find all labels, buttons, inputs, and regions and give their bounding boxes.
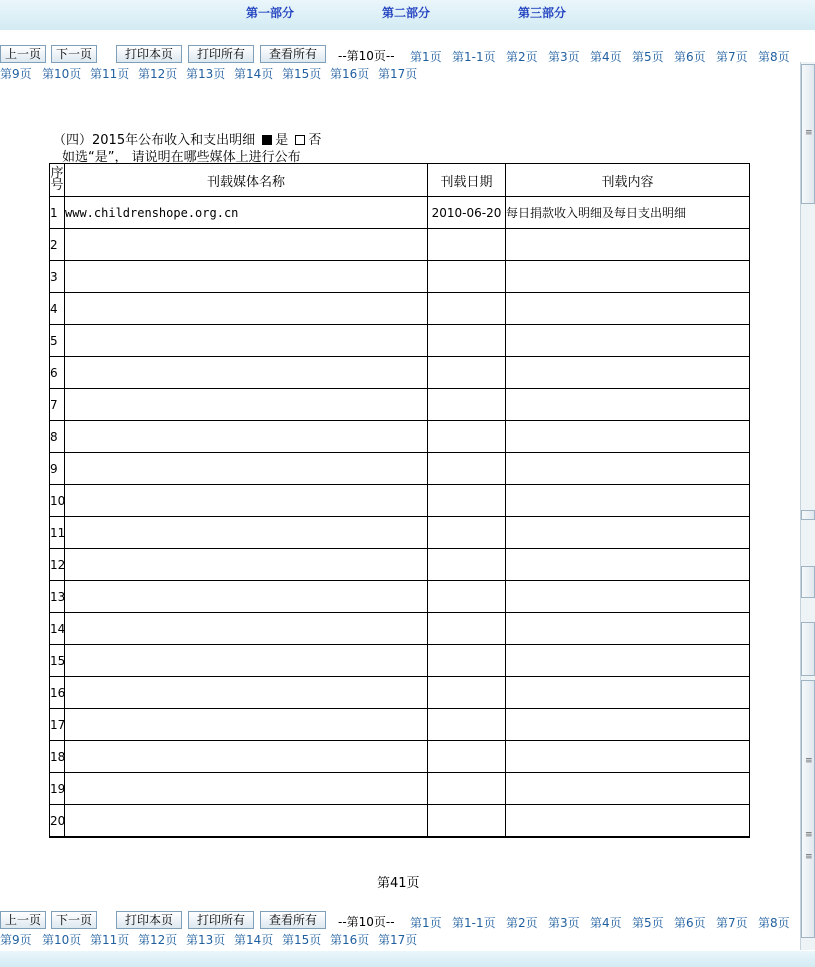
page-link[interactable]: 第2页 (506, 50, 538, 64)
publish-date-cell (428, 421, 506, 453)
vertical-scrollbar[interactable] (800, 62, 815, 950)
page-link[interactable]: 第10页 (42, 933, 82, 947)
grip-icon: ≡ (805, 756, 813, 766)
page-link[interactable]: 第10页 (42, 67, 82, 81)
table-row (50, 357, 750, 389)
page-link[interactable]: 第13页 (186, 67, 226, 81)
page-number-label: 第41页 (377, 876, 420, 891)
publish-content-cell (506, 453, 750, 485)
media-name-cell (65, 549, 428, 581)
page-link[interactable]: 第3页 (548, 916, 580, 930)
publish-date-cell (428, 677, 506, 709)
row-number: 5 (50, 325, 65, 357)
print-page-button[interactable]: 打印本页 (116, 45, 182, 63)
publish-date-cell (428, 517, 506, 549)
tab-part-2[interactable]: 第二部分 (382, 6, 431, 20)
publish-content-cell (506, 517, 750, 549)
page-link[interactable]: 第16页 (330, 67, 370, 81)
scroll-thumb[interactable] (801, 64, 815, 204)
media-name-cell (65, 261, 428, 293)
section-title-text: （四）2015年公布收入和支出明细 (53, 133, 256, 148)
media-name-cell (65, 293, 428, 325)
page-link[interactable]: 第4页 (590, 916, 622, 930)
page-link[interactable]: 第12页 (138, 67, 178, 81)
view-all-button[interactable]: 查看所有 (260, 911, 326, 929)
publish-date-cell (428, 229, 506, 261)
prev-page-button[interactable]: 上一页 (0, 911, 46, 929)
publish-date-cell (428, 741, 506, 773)
table-row (50, 421, 750, 453)
table-row (50, 229, 750, 261)
page-link[interactable]: 第9页 (0, 933, 32, 947)
publish-content-cell: 每日捐款收入明细及每日支出明细 (506, 197, 750, 229)
no-label: 否 (308, 133, 322, 148)
page-link[interactable]: 第15页 (282, 933, 322, 947)
section-note: 如选“是”， 请说明在哪些媒体上进行公布 (62, 150, 301, 165)
publish-content-cell (506, 581, 750, 613)
current-page-indicator: --第10页-- (338, 915, 395, 929)
publish-date-cell (428, 485, 506, 517)
media-name-cell: www.childrenshope.org.cn (65, 197, 428, 229)
publish-date-cell (428, 325, 506, 357)
page-link[interactable]: 第2页 (506, 916, 538, 930)
row-number: 18 (50, 741, 65, 773)
media-name-cell (65, 613, 428, 645)
no-checkbox (295, 135, 305, 145)
grip-icon: ≡ (805, 852, 813, 862)
media-name-cell (65, 229, 428, 261)
publish-content-cell (506, 549, 750, 581)
media-name-cell (65, 357, 428, 389)
page-link[interactable]: 第8页 (758, 50, 790, 64)
publish-date-cell (428, 773, 506, 805)
print-all-button[interactable]: 打印所有 (188, 45, 254, 63)
row-number: 10 (50, 485, 65, 517)
view-all-button[interactable]: 查看所有 (260, 45, 326, 63)
page-link[interactable]: 第17页 (378, 933, 418, 947)
table-row (50, 485, 750, 517)
publish-content-cell (506, 805, 750, 838)
page-link[interactable]: 第8页 (758, 916, 790, 930)
publish-content-cell (506, 709, 750, 741)
row-number: 2 (50, 229, 65, 261)
next-page-button[interactable]: 下一页 (51, 45, 97, 63)
table-row (50, 261, 750, 293)
publish-content-cell (506, 325, 750, 357)
media-name-cell (65, 389, 428, 421)
prev-page-button[interactable]: 上一页 (0, 45, 46, 63)
publish-date-cell (428, 549, 506, 581)
table-row (50, 325, 750, 357)
publish-date-cell (428, 709, 506, 741)
row-number: 3 (50, 261, 65, 293)
table-row (50, 197, 750, 229)
header-seq: 序号 (50, 164, 65, 197)
table-header-row (50, 164, 750, 197)
table-row (50, 645, 750, 677)
table-row (50, 709, 750, 741)
page-link[interactable]: 第16页 (330, 933, 370, 947)
page-link[interactable]: 第12页 (138, 933, 178, 947)
publish-content-cell (506, 485, 750, 517)
row-number: 19 (50, 773, 65, 805)
grip-icon: ≡ (805, 128, 813, 138)
page-link[interactable]: 第15页 (282, 67, 322, 81)
row-number: 6 (50, 357, 65, 389)
publish-date-cell (428, 805, 506, 838)
row-number: 20 (50, 805, 65, 838)
table-row (50, 389, 750, 421)
publish-date-cell: 2010-06-20 (428, 197, 506, 229)
publish-date-cell (428, 645, 506, 677)
next-page-button[interactable]: 下一页 (51, 911, 97, 929)
media-name-cell (65, 677, 428, 709)
row-number: 9 (50, 453, 65, 485)
table-row (50, 613, 750, 645)
bottom-strip (0, 951, 815, 967)
table-row (50, 549, 750, 581)
row-number: 8 (50, 421, 65, 453)
media-name-cell (65, 453, 428, 485)
media-name-cell (65, 805, 428, 838)
media-name-cell (65, 645, 428, 677)
page-link[interactable]: 第1页 (410, 50, 442, 64)
publish-content-cell (506, 357, 750, 389)
page-link[interactable]: 第3页 (548, 50, 580, 64)
page-link[interactable]: 第13页 (186, 933, 226, 947)
scroll-thumb[interactable] (801, 566, 815, 598)
page-link[interactable]: 第1-1页 (452, 916, 496, 930)
page-link[interactable]: 第1-1页 (452, 50, 496, 64)
table-row (50, 677, 750, 709)
media-name-cell (65, 325, 428, 357)
media-name-cell (65, 421, 428, 453)
row-number: 1 (50, 197, 65, 229)
page-link[interactable]: 第6页 (674, 50, 706, 64)
media-name-cell (65, 709, 428, 741)
tab-part-1[interactable]: 第一部分 (246, 6, 295, 20)
publish-date-cell (428, 389, 506, 421)
row-number: 17 (50, 709, 65, 741)
publish-date-cell (428, 613, 506, 645)
publish-content-cell (506, 773, 750, 805)
media-name-cell (65, 773, 428, 805)
publish-content-cell (506, 293, 750, 325)
publish-date-cell (428, 293, 506, 325)
header-date: 刊载日期 (428, 164, 506, 197)
media-name-cell (65, 581, 428, 613)
row-number: 15 (50, 645, 65, 677)
table-row (50, 581, 750, 613)
table-row (50, 293, 750, 325)
print-all-button[interactable]: 打印所有 (188, 911, 254, 929)
publish-content-cell (506, 613, 750, 645)
table-row (50, 517, 750, 549)
page-link[interactable]: 第17页 (378, 67, 418, 81)
page-link[interactable]: 第14页 (234, 67, 274, 81)
scroll-thumb[interactable] (801, 680, 815, 938)
page-link[interactable]: 第11页 (90, 67, 130, 81)
publish-content-cell (506, 389, 750, 421)
print-page-button[interactable]: 打印本页 (116, 911, 182, 929)
row-number: 12 (50, 549, 65, 581)
page-link[interactable]: 第5页 (632, 50, 664, 64)
page-link[interactable]: 第7页 (716, 50, 748, 64)
publish-content-cell (506, 421, 750, 453)
header-media: 刊载媒体名称 (65, 164, 428, 197)
publish-date-cell (428, 453, 506, 485)
page-link[interactable]: 第1页 (410, 916, 442, 930)
tab-part-3[interactable]: 第三部分 (518, 6, 567, 20)
page-link[interactable]: 第4页 (590, 50, 622, 64)
yes-label: 是 (275, 133, 289, 148)
page-link[interactable]: 第5页 (632, 916, 664, 930)
publish-content-cell (506, 229, 750, 261)
yes-checkbox (262, 135, 272, 145)
publish-content-cell (506, 741, 750, 773)
header-content: 刊载内容 (506, 164, 750, 197)
top-tab-bar (0, 0, 815, 30)
page-link[interactable]: 第7页 (716, 916, 748, 930)
publish-content-cell (506, 645, 750, 677)
scroll-thumb[interactable] (801, 622, 815, 676)
publish-date-cell (428, 261, 506, 293)
row-number: 13 (50, 581, 65, 613)
table-row (50, 741, 750, 773)
media-name-cell (65, 485, 428, 517)
page-link[interactable]: 第6页 (674, 916, 706, 930)
page-link[interactable]: 第11页 (90, 933, 130, 947)
row-number: 4 (50, 293, 65, 325)
table-row (50, 805, 750, 838)
page-link[interactable]: 第14页 (234, 933, 274, 947)
publish-date-cell (428, 581, 506, 613)
current-page-indicator: --第10页-- (338, 49, 395, 63)
media-table (49, 163, 750, 838)
publish-date-cell (428, 357, 506, 389)
publish-content-cell (506, 677, 750, 709)
row-number: 7 (50, 389, 65, 421)
table-row (50, 773, 750, 805)
row-number: 16 (50, 677, 65, 709)
scroll-thumb[interactable] (801, 510, 815, 520)
row-number: 11 (50, 517, 65, 549)
page-link[interactable]: 第9页 (0, 67, 32, 81)
grip-icon: ≡ (805, 830, 813, 840)
table-row (50, 453, 750, 485)
row-number: 14 (50, 613, 65, 645)
media-name-cell (65, 517, 428, 549)
media-name-cell (65, 741, 428, 773)
publish-content-cell (506, 261, 750, 293)
